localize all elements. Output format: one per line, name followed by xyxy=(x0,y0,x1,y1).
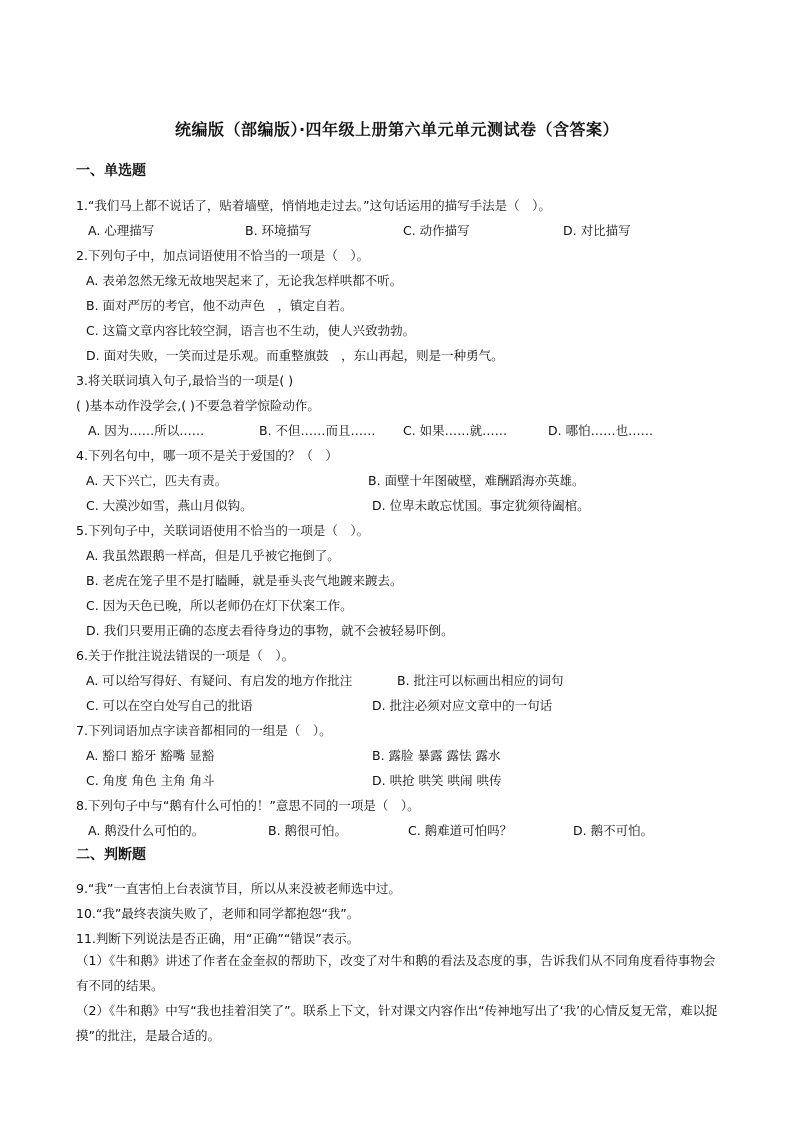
question-8-option-a: A. 鹅没什么可怕的。 xyxy=(88,823,205,838)
question-1-option-b: B. 环境描写 xyxy=(245,223,312,238)
question-4-option-b: B. 面壁十年图破壁，难酬蹈海亦英雄。 xyxy=(368,473,585,488)
question-7-option-a: A. 豁口 豁牙 豁嘴 显豁 xyxy=(86,748,215,763)
question-2-option-d: D. 面对失败，一笑而过是乐观。而重整旗鼓 ，东山再起，则是一种勇气。 xyxy=(86,348,504,363)
question-6-option-b: B. 批注可以标画出相应的词句 xyxy=(397,673,564,688)
question-4-option-a: A. 天下兴亡，匹夫有责。 xyxy=(86,473,228,488)
question-9: 9.“我”一直害怕上台表演节目，所以从来没被老师选中过。 xyxy=(76,881,401,896)
question-6-option-a: A. 可以给写得好、有疑问、有启发的地方作批注 xyxy=(86,673,353,688)
question-2-option-b: B. 面对严厉的考官，他不动声色 ，镇定自若。 xyxy=(86,298,353,313)
question-5-option-b: B. 老虎在笼子里不是打瞌睡，就是垂头丧气地踱来踱去。 xyxy=(86,573,403,588)
section-heading-single-choice: 一、单选题 xyxy=(76,163,146,179)
question-5-option-a: A. 我虽然跟鹅一样高，但是几乎被它拖倒了。 xyxy=(86,548,340,563)
question-2-option-a: A. 表弟忽然无缘无故地哭起来了，无论我怎样哄都不听。 xyxy=(86,273,403,288)
question-4-option-c: C. 大漠沙如雪，燕山月似钩。 xyxy=(86,498,253,513)
question-7-option-d: D. 哄抢 哄笑 哄闹 哄传 xyxy=(372,773,502,788)
question-3-option-b: B. 不但……而且…… xyxy=(259,423,376,438)
question-1-stem: 1.“我们马上都不说话了，贴着墙壁，悄悄地走过去。”这句话运用的描写手法是（ ）。 xyxy=(76,198,551,213)
question-10: 10.“我”最终表演失败了，老师和同学都抱怨“我”。 xyxy=(76,906,360,921)
question-6-option-d: D. 批注必须对应文章中的一句话 xyxy=(372,698,553,713)
question-11-part-2: （2）《牛和鹅》中写“我也挂着泪笑了”。联系上下文，针对课文内容作出“传神地写出了‘我’的心情反复无常，难以捉摸”的批注，是最合适的。 xyxy=(76,1003,718,1043)
question-5-option-c: C. 因为天色已晚，所以老师仍在灯下伏案工作。 xyxy=(86,598,353,613)
question-3-option-c: C. 如果……就…… xyxy=(403,423,508,438)
question-11-part-1: （1）《牛和鹅》讲述了作者在金奎叔的帮助下，改变了对牛和鹅的看法及态度的事，告诉我们从不同角度看待事物会有不同的结果。 xyxy=(76,953,716,993)
question-8-option-b: B. 鹅很可怕。 xyxy=(268,823,348,838)
question-7-option-c: C. 角度 角色 主角 角斗 xyxy=(86,773,215,788)
question-7-stem: 7.下列词语加点字读音都相同的一组是（ ）。 xyxy=(76,723,332,738)
question-5-option-d: D. 我们只要用正确的态度去看待身边的事物，就不会被轻易吓倒。 xyxy=(86,623,454,638)
question-3-stem: 3.将关联词填入句子,最恰当的一项是( ) xyxy=(76,373,294,388)
question-3-option-d: D. 哪怕……也…… xyxy=(548,423,654,438)
question-11-stem: 11.判断下列说法是否正确，用“正确”“错误”表示。 xyxy=(76,931,360,946)
question-6-option-c: C. 可以在空白处写自己的批语 xyxy=(86,698,253,713)
question-8-stem: 8.下列句子中与“鹅有什么可怕的！”意思不同的一项是（ ）。 xyxy=(76,798,420,813)
question-4-option-d: D. 位卑未敢忘忧国。事定犹须待阖棺。 xyxy=(372,498,590,513)
question-1-option-d: D. 对比描写 xyxy=(563,223,631,238)
question-2-option-c: C. 这篇文章内容比较空洞，语言也不生动，使人兴致勃勃。 xyxy=(86,323,416,338)
question-8-option-c: C. 鹅难道可怕吗？ xyxy=(408,823,513,838)
section-heading-true-false: 二、判断题 xyxy=(76,847,146,863)
page-title: 统编版（部编版）·四年级上册第六单元单元测试卷（含答案） xyxy=(174,120,620,139)
question-4-stem: 4.下列名句中，哪一项不是关于爱国的？（ ） xyxy=(76,448,338,463)
question-3-option-a: A. 因为……所以…… xyxy=(88,423,205,438)
question-7-option-b: B. 露脸 暴露 露怯 露水 xyxy=(372,748,501,763)
question-3-sentence: ( )基本动作没学会,( )不要急着学惊险动作。 xyxy=(76,398,320,413)
question-1-option-c: C. 动作描写 xyxy=(403,223,470,238)
question-2-stem: 2.下列句子中，加点词语使用不恰当的一项是（ ）。 xyxy=(76,248,370,263)
question-5-stem: 5.下列句子中，关联词语使用不恰当的一项是（ ）。 xyxy=(76,523,370,538)
question-8-option-d: D. 鹅不可怕。 xyxy=(573,823,654,838)
question-6-stem: 6.关于作批注说法错误的一项是（ ）。 xyxy=(76,648,295,663)
question-1-option-a: A. 心理描写 xyxy=(88,223,155,238)
